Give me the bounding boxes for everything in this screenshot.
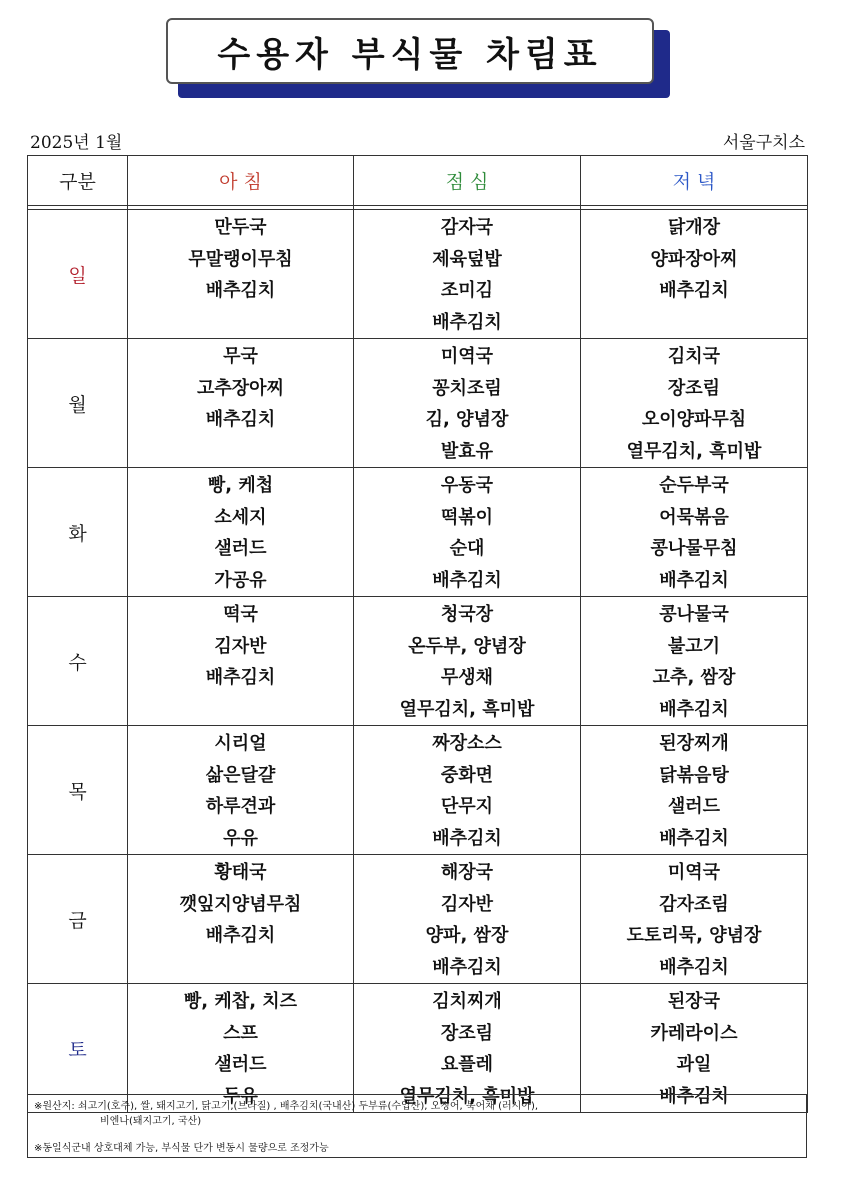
menu-item: 콩나물무침 [650, 538, 738, 559]
menu-item: 배추김치 [432, 956, 502, 978]
menu-item: 만두국 [214, 217, 267, 238]
menu-item: 닭개장 [667, 217, 721, 238]
menu-item: 깻잎지양념무침 [179, 893, 302, 915]
header-lunch [354, 156, 581, 206]
menu-item: 배추김치 [205, 667, 276, 688]
menu-item: 빵, 케찹, 치즈 [183, 991, 298, 1012]
menu-item: 배추김치 [659, 827, 729, 849]
dinner-cell [581, 468, 808, 597]
day-name: 토 [68, 1038, 87, 1061]
menu-item: 닭볶음탕 [659, 764, 729, 786]
menu-item: 샐러드 [214, 538, 267, 559]
menu-item: 김자반 [440, 893, 494, 915]
menu-item: 양파장아찌 [650, 248, 738, 270]
menu-item: 발효유 [440, 440, 494, 462]
menu-item: 열무김치, 흑미밥 [399, 698, 535, 720]
menu-item: 김치찌개 [432, 991, 502, 1012]
breakfast-cell [128, 597, 354, 726]
menu-item: 불고기 [667, 635, 721, 657]
menu-item: 오이양파무침 [641, 409, 747, 430]
menu-item: 순두부국 [659, 475, 729, 496]
menu-item: 도토리묵, 양념장 [626, 925, 762, 946]
header-dinner [581, 156, 808, 206]
lunch-cell [354, 210, 581, 339]
origin-line-2: 비엔나(돼지고기, 국산) [100, 1116, 202, 1127]
header-breakfast-label: 아 침 [219, 171, 262, 193]
breakfast-cell [128, 210, 354, 339]
menu-item: 장조림 [440, 1022, 494, 1044]
day-label [28, 597, 128, 726]
menu-item: 양파, 쌈장 [425, 925, 509, 946]
menu-item: 요플레 [440, 1054, 494, 1075]
menu-item: 배추김치 [432, 569, 502, 591]
header-dinner-label: 저 녁 [672, 171, 716, 193]
day-label [28, 468, 128, 597]
menu-item: 무생채 [440, 667, 494, 688]
menu-item: 소세지 [214, 506, 267, 528]
menu-item: 고추장아찌 [197, 377, 284, 399]
day-label [28, 339, 128, 468]
footer-notes [27, 1094, 807, 1158]
day-name: 목 [68, 780, 87, 803]
meal-menu-table [27, 155, 808, 1113]
day-name: 금 [68, 909, 87, 932]
menu-item: 배추김치 [659, 956, 729, 978]
day-name: 일 [68, 264, 87, 287]
day-label [28, 726, 128, 855]
menu-item: 콩나물국 [659, 604, 729, 625]
menu-item: 배추김치 [432, 311, 502, 333]
institution-name: 서울구치소 [722, 133, 805, 153]
menu-item: 배추김치 [659, 280, 729, 301]
breakfast-cell [128, 855, 354, 984]
header-breakfast [128, 156, 354, 206]
menu-item: 카레라이스 [650, 1022, 738, 1044]
dinner-cell [581, 726, 808, 855]
menu-body [28, 210, 808, 1113]
menu-item: 온두부, 양념장 [408, 635, 526, 657]
menu-item: 고추, 쌈장 [652, 667, 736, 688]
menu-item: 꽁치조림 [432, 377, 502, 399]
menu-item: 어묵볶음 [659, 506, 729, 528]
dinner-cell [581, 855, 808, 984]
menu-date: 2025년 1월 [30, 133, 123, 153]
menu-item: 황태국 [214, 862, 267, 883]
table-header-row [28, 156, 808, 206]
menu-item: 청국장 [440, 604, 494, 625]
menu-item: 샐러드 [667, 796, 721, 817]
menu-item: 빵, 케첩 [207, 475, 274, 496]
menu-item: 삶은달걀 [205, 764, 276, 786]
menu-item: 미역국 [667, 862, 721, 883]
day-label [28, 855, 128, 984]
origin-line-1: ※원산지: 쇠고기(호주), 쌀, 돼지고기, 닭고기,(브라질) , 배추김치(국내산) 두부류(수입산), 오징어, 북어채 (러시아), [34, 1101, 539, 1112]
day-row [28, 210, 808, 339]
menu-item: 장조림 [667, 377, 721, 399]
menu-item: 배추김치 [659, 1085, 729, 1107]
menu-item: 된장찌개 [659, 733, 729, 754]
menu-item: 떡국 [223, 604, 258, 625]
header-category: 구분 [28, 156, 128, 206]
menu-item: 열무김치, 흑미밥 [626, 440, 762, 462]
menu-item: 중화면 [440, 764, 494, 786]
lunch-cell [354, 597, 581, 726]
menu-item: 김, 양념장 [425, 409, 509, 430]
menu-item: 배추김치 [205, 280, 276, 301]
menu-item: 샐러드 [214, 1054, 267, 1075]
menu-item: 스프 [223, 1022, 258, 1044]
dinner-cell [581, 339, 808, 468]
menu-item: 미역국 [440, 346, 494, 367]
menu-item: 배추김치 [205, 409, 276, 430]
menu-item: 짜장소스 [432, 733, 502, 754]
menu-item: 된장국 [667, 991, 721, 1012]
menu-item: 김치국 [667, 346, 721, 367]
menu-item: 배추김치 [659, 698, 729, 720]
menu-item: 김자반 [214, 635, 267, 657]
dinner-cell [581, 210, 808, 339]
menu-item: 제육덮밥 [432, 248, 502, 270]
menu-item: 가공유 [214, 569, 267, 591]
breakfast-cell [128, 726, 354, 855]
day-row [28, 726, 808, 855]
lunch-cell [354, 726, 581, 855]
day-row [28, 339, 808, 468]
day-name: 월 [68, 393, 87, 416]
menu-item: 무말랭이무침 [188, 248, 293, 270]
menu-item: 두유 [223, 1085, 258, 1107]
lunch-cell [354, 468, 581, 597]
lunch-cell [354, 855, 581, 984]
menu-item: 배추김치 [659, 569, 729, 591]
menu-item: 단무지 [440, 796, 494, 817]
breakfast-cell [128, 468, 354, 597]
page-title: 수용자 부식물 차림표 [166, 18, 654, 84]
menu-item: 순대 [449, 538, 485, 559]
menu-item: 떡볶이 [440, 506, 494, 528]
menu-item: 과일 [676, 1054, 712, 1075]
menu-item: 해장국 [440, 862, 494, 883]
menu-item: 열무김치, 흑미밥 [399, 1085, 535, 1107]
day-row [28, 855, 808, 984]
menu-item: 감자국 [440, 217, 494, 238]
menu-item: 무국 [223, 346, 258, 367]
menu-item: 조미김 [440, 280, 494, 301]
menu-item: 시리얼 [214, 733, 267, 754]
menu-item: 배추김치 [432, 827, 502, 849]
breakfast-cell [128, 339, 354, 468]
day-name: 수 [68, 651, 87, 674]
header-lunch-label: 점 심 [445, 171, 489, 193]
menu-item: 우동국 [440, 475, 494, 496]
day-row [28, 468, 808, 597]
lunch-cell [354, 339, 581, 468]
day-label [28, 210, 128, 339]
day-name: 화 [68, 522, 87, 545]
menu-item: 배추김치 [205, 925, 276, 946]
menu-item: 하루견과 [205, 796, 276, 817]
menu-item: 우유 [223, 827, 258, 849]
menu-item: 감자조림 [659, 893, 729, 915]
substitution-note: ※동일식군내 상호대체 가능, 부식물 단가 변동시 물량으로 조정가능 [34, 1143, 329, 1154]
day-row [28, 597, 808, 726]
dinner-cell [581, 597, 808, 726]
